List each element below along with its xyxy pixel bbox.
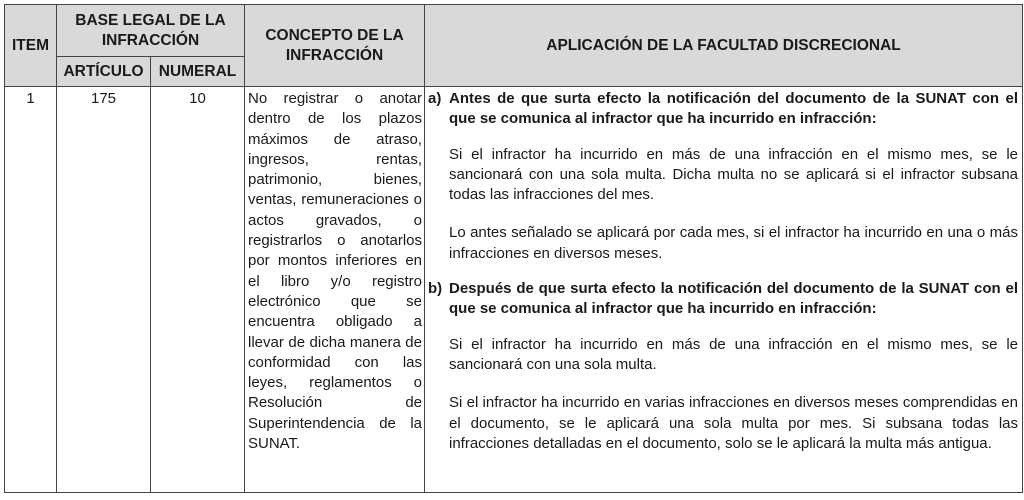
section-b-paragraph-2: Si el infractor ha incurrido en varias infracciones en diversos meses comprendidas en el documento, se le aplicará una sola multa por mes. Si subsana todas las infracciones detalladas en el documento, solo se le aplicará la multa más antigua. bbox=[449, 394, 1018, 452]
concepto-text: No registrar o anotar dentro de los plazos máximos de atraso, ingresos, rentas, patrimonio, bienes, ventas, remuneraciones o actos gravados, o registrarlos o anotarlos por montos inferiores en el libro y/o registro electrónico que se encuentra obligado a llevar de dicha manera de conformidad con las leyes, reglamentos o Resolución de Superintendencia de la SUNAT. bbox=[248, 90, 422, 453]
header-numeral: NUMERAL bbox=[151, 57, 245, 87]
table-row bbox=[5, 87, 1023, 493]
cell-item: 1 bbox=[5, 87, 57, 493]
cell-aplicacion bbox=[425, 87, 1023, 493]
section-a-heading bbox=[428, 89, 1018, 130]
header-aplicacion: APLICACIÓN DE LA FACULTAD DISCRECIONAL bbox=[425, 5, 1023, 87]
section-a-paragraph-1: Si el infractor ha incurrido en más de una infracción en el mismo mes, se le sancionará con una sola multa. Dicha multa no se aplicará si el infractor subsana todas las infracciones del mes. bbox=[449, 145, 1018, 204]
section-a-title: Antes de que surta efecto la notificación del documento de la SUNAT con el que se comunica al infractor que ha incurrido en infracción: bbox=[449, 90, 1018, 128]
cell-numeral: 10 bbox=[151, 87, 245, 493]
header-row bbox=[5, 5, 1023, 57]
section-a-paragraph-2: Lo antes señalado se aplicará por cada mes, si el infractor ha incurrido en una o más infracciones en diversos meses. bbox=[449, 224, 1018, 262]
section-b-title: Después de que surta efecto la notificación del documento de la SUNAT con el que se comunica al infractor que ha incurrido en infracción: bbox=[449, 280, 1018, 318]
cell-articulo: 175 bbox=[57, 87, 151, 493]
header-item: ITEM bbox=[5, 5, 57, 87]
cell-concepto bbox=[245, 87, 425, 493]
infraction-table bbox=[4, 4, 1023, 493]
section-b bbox=[428, 279, 1018, 454]
section-a-letter: a) bbox=[428, 90, 442, 107]
header-base-legal: BASE LEGAL DE LA INFRACCIÓN bbox=[57, 5, 245, 57]
section-b-letter: b) bbox=[428, 280, 443, 298]
section-a bbox=[428, 89, 1018, 264]
header-articulo: ARTÍCULO bbox=[57, 57, 151, 87]
section-b-heading bbox=[428, 279, 1018, 320]
section-b-paragraph-1: Si el infractor ha incurrido en más de una infracción en el mismo mes, se le sancionará con una sola multa. bbox=[449, 335, 1018, 373]
header-concepto: CONCEPTO DE LA INFRACCIÓN bbox=[245, 5, 425, 87]
